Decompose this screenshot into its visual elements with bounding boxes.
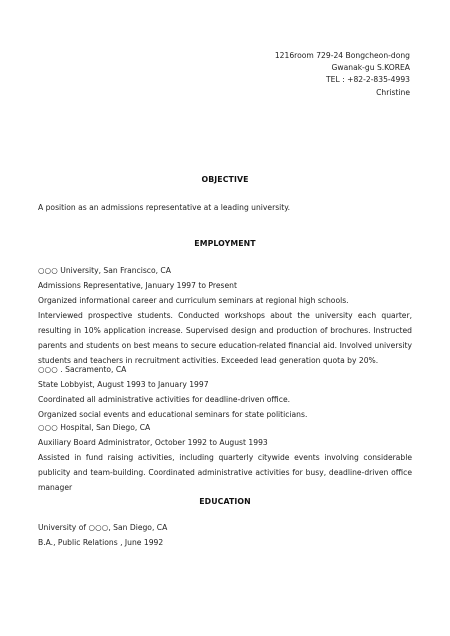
job-2-org: ○○○ . Sacramento, CA [38,365,127,374]
job-3-org: ○○○ Hospital, San Diego, CA [38,423,151,432]
job-3-title: Auxiliary Board Administrator, October 1992 to August 1993 [38,438,268,447]
employment-heading: EMPLOYMENT [194,239,256,248]
education-block [38,520,412,550]
job-1-title: Admissions Representative, January 1997 to Present [38,281,237,290]
contact-block [275,50,410,99]
job-entry-1 [38,263,412,368]
job-2-line1: Coordinated all administrative activities for deadline-driven office. [38,395,291,404]
address-line-1: 1216room 729-24 Bongcheon-dong [274,51,410,60]
education-heading: EDUCATION [199,497,251,506]
job-3-description: Assisted in fund raising activities, including quarterly citywide events involving considerable publicity and team-building. Coordinated administrative activities for busy, deadline-driven office manager [38,453,412,492]
objective-text-block [38,200,412,215]
job-entry-3 [38,420,412,495]
job-1-org: ○○○ University, San Francisco, CA [38,266,171,275]
job-1-line1: Organized informational career and curriculum seminars at regional high schools. [38,296,349,305]
objective-heading: OBJECTIVE [201,175,249,184]
education-degree: B.A., Public Relations , June 1992 [38,538,164,547]
job-2-title: State Lobbyist, August 1993 to January 1997 [38,380,209,389]
job-2-line2: Organized social events and educational seminars for state politicians. [38,410,308,419]
education-school: University of ○○○, San Diego, CA [38,523,168,532]
job-1-description: Interviewed prospective students. Conducted workshops about the university each quarter, resulting in 10% application increase. Supervised design and production of brochures. Instructed parents and students on best means to secure education-related financial aid. Involved university students and teachers in recruitment activities. Exceeded lead generation quota by 20%. [38,311,412,365]
objective-text: A position as an admissions representative at a leading university. [38,203,291,212]
name-line: Christine [376,87,410,97]
phone-line: TEL : +82-2-835-4993 [326,75,410,85]
job-entry-2 [38,362,412,422]
address-line-2: Gwanak-gu S.KOREA [331,63,410,73]
